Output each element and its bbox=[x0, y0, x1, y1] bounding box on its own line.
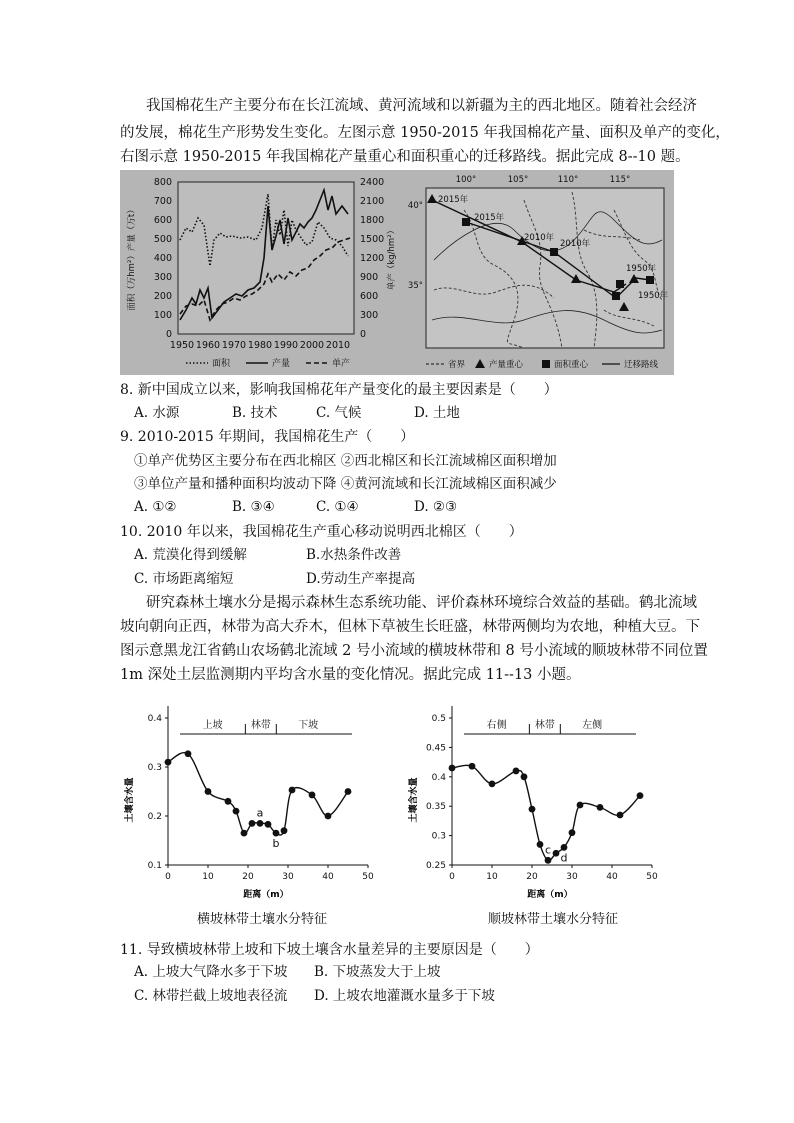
data-point bbox=[577, 802, 584, 809]
area-centroid-marker bbox=[612, 292, 620, 300]
q10-option-d[interactable]: D.劳动生产率提高 bbox=[306, 571, 416, 587]
y-left-tick: 200 bbox=[153, 291, 172, 302]
point-label: b bbox=[272, 837, 280, 851]
data-point bbox=[513, 768, 520, 775]
y-axis-label: 土壤含水量 bbox=[125, 777, 135, 823]
data-point bbox=[325, 813, 332, 820]
x-tick-label: 20 bbox=[242, 872, 254, 882]
y-axis-label: 土壤含水量 bbox=[409, 777, 419, 823]
data-point bbox=[289, 787, 296, 794]
passage2-line-4: 1m 深处土层监测期内平均含水量的变化情况。据此完成 11--13 小题。 bbox=[120, 667, 581, 683]
y-right-tick: 600 bbox=[360, 291, 379, 302]
q8-option-b[interactable]: B. 技术 bbox=[232, 405, 278, 421]
data-point bbox=[489, 780, 496, 787]
legend-area: 面积 bbox=[212, 359, 231, 369]
y-tick-label: 0.4 bbox=[431, 772, 446, 783]
q8-option-c[interactable]: C. 气候 bbox=[316, 405, 362, 421]
y-left-label: 面积（万hm²）产量（万t） bbox=[127, 205, 137, 311]
zone-label: 上坡 bbox=[202, 720, 223, 731]
y-right-tick: 900 bbox=[360, 272, 379, 283]
y-right-tick: 2400 bbox=[360, 177, 385, 188]
passage1-line-2: 的发展，棉花生产形势发生变化。左图示意 1950-2015 年我国棉花产量、面积及单产的变化， bbox=[120, 125, 730, 141]
x-tick-label: 0 bbox=[165, 872, 171, 882]
data-point bbox=[233, 808, 240, 815]
data-point bbox=[545, 857, 552, 864]
q8-option-a[interactable]: A. 水源 bbox=[134, 405, 180, 421]
x-tick-label: 10 bbox=[486, 872, 498, 882]
q11-stem: 11. 导致横坡林带上坡和下坡土壤含水量差异的主要原因是（ ） bbox=[120, 942, 539, 958]
zone-label: 左侧 bbox=[582, 720, 603, 731]
x-tick-label: 30 bbox=[282, 872, 294, 882]
y-left-tick: 600 bbox=[153, 215, 172, 226]
data-point bbox=[469, 763, 476, 770]
chart-caption-cross-slope: 横坡林带土壤水分特征 bbox=[197, 912, 328, 927]
year-label: 1950年 bbox=[638, 291, 669, 301]
y-tick-label: 0.4 bbox=[147, 714, 162, 724]
x-tick: 2000 bbox=[299, 340, 325, 351]
area-centroid-marker bbox=[550, 248, 558, 256]
y-left-tick: 300 bbox=[153, 272, 172, 283]
x-axis-label: 距离（m） bbox=[527, 890, 573, 900]
lat-tick: 35° bbox=[407, 281, 423, 291]
data-point bbox=[617, 812, 624, 819]
q9-option-b[interactable]: B. ③④ bbox=[232, 499, 275, 515]
q9-option-d[interactable]: D. ②③ bbox=[414, 499, 458, 515]
q8-stem: 8. 新中国成立以来，影响我国棉花年产量变化的最主要因素是（ ） bbox=[120, 382, 558, 398]
y-right-tick: 1800 bbox=[360, 215, 385, 226]
data-point bbox=[345, 788, 352, 795]
year-label: 2015年 bbox=[438, 195, 469, 205]
q10-stem: 10. 2010 年以来，我国棉花生产重心移动说明西北棉区（ ） bbox=[120, 524, 523, 540]
x-tick: 2010 bbox=[325, 340, 351, 351]
legend-route: 迁移路线 bbox=[624, 360, 659, 370]
lon-tick: 115° bbox=[609, 175, 631, 185]
legend-production-centroid: 产量重心 bbox=[489, 360, 524, 370]
data-point bbox=[537, 841, 544, 848]
y-tick-label: 0.45 bbox=[425, 743, 446, 754]
q11-option-c[interactable]: C. 林带拦截上坡地表径流 bbox=[134, 988, 288, 1004]
legend-production: 产量 bbox=[272, 359, 291, 369]
q10-option-b[interactable]: B.水热条件改善 bbox=[306, 547, 402, 563]
data-point bbox=[561, 844, 568, 851]
data-point bbox=[265, 821, 272, 828]
x-tick: 1980 bbox=[247, 340, 273, 351]
x-tick-label: 0 bbox=[449, 872, 455, 882]
year-label: 1950年 bbox=[626, 264, 657, 274]
x-tick-label: 20 bbox=[526, 872, 538, 882]
zone-label: 林带 bbox=[250, 720, 271, 731]
area-centroid-marker bbox=[646, 276, 654, 284]
lon-tick: 105° bbox=[507, 175, 529, 185]
data-point bbox=[273, 830, 280, 837]
y-right-tick: 1500 bbox=[360, 234, 385, 245]
y-left-tick: 500 bbox=[153, 234, 172, 245]
y-tick-label: 0.25 bbox=[425, 861, 446, 871]
year-label: 2010年 bbox=[524, 233, 555, 243]
x-tick: 1960 bbox=[195, 340, 221, 351]
point-label: c bbox=[544, 843, 552, 857]
q9-stem: 9. 2010-2015 年期间，我国棉花生产（ ） bbox=[120, 429, 415, 445]
cotton-production-figure bbox=[120, 170, 404, 375]
y-tick-label: 0.1 bbox=[147, 861, 162, 871]
x-tick-label: 30 bbox=[566, 872, 578, 882]
y-tick-label: 0.3 bbox=[147, 763, 162, 773]
data-point bbox=[205, 788, 212, 795]
y-right-tick: 0 bbox=[360, 329, 367, 340]
y-tick-label: 0.5 bbox=[431, 714, 446, 724]
x-tick-label: 50 bbox=[646, 872, 658, 882]
data-point bbox=[597, 804, 604, 811]
q9-item-line-2: ③单位产量和播种面积均波动下降 ④黄河流域和长江流域棉区面积减少 bbox=[134, 476, 557, 492]
point-label: a bbox=[256, 806, 264, 820]
y-tick-label: 0.2 bbox=[147, 812, 162, 822]
data-point bbox=[241, 830, 248, 837]
year-label: 2015年 bbox=[474, 213, 505, 223]
x-tick-label: 40 bbox=[606, 872, 618, 882]
data-point bbox=[637, 792, 644, 799]
data-point bbox=[257, 820, 264, 827]
year-label: 2010年 bbox=[560, 239, 591, 249]
zone-label: 右侧 bbox=[486, 720, 507, 731]
point-label: d bbox=[560, 851, 568, 865]
lon-tick: 100° bbox=[455, 175, 477, 185]
q9-option-c[interactable]: C. ①④ bbox=[316, 499, 359, 515]
legend-area-centroid: 面积重心 bbox=[554, 360, 589, 370]
data-point bbox=[521, 773, 528, 780]
data-point bbox=[569, 829, 576, 836]
passage2-line-3: 图示意黑龙江省鹤山农场鹤北流域 2 号小流域的横坡林带和 8 号小流域的顺坡林带不同位置 bbox=[120, 643, 708, 659]
area-centroid-marker bbox=[616, 280, 624, 288]
cross-slope-soil-moisture-chart bbox=[120, 690, 390, 905]
q10-option-c[interactable]: C. 市场距离缩短 bbox=[134, 571, 234, 587]
y-left-tick: 800 bbox=[153, 177, 172, 188]
q9-item-line-1: ①单产优势区主要分布在西北棉区 ②西北棉区和长江流域棉区面积增加 bbox=[134, 453, 557, 469]
y-right-tick: 2100 bbox=[360, 196, 385, 207]
y-right-tick: 1200 bbox=[360, 253, 385, 264]
x-tick-label: 40 bbox=[322, 872, 334, 882]
zone-label: 下坡 bbox=[298, 720, 319, 731]
data-point bbox=[529, 806, 536, 813]
data-point bbox=[225, 798, 232, 805]
x-tick: 1950 bbox=[169, 340, 195, 351]
passage1-line-3: 右图示意 1950-2015 年我国棉花产量重心和面积重心的迁移路线。据此完成 8--10 题。 bbox=[120, 149, 690, 165]
y-left-tick: 400 bbox=[153, 253, 172, 264]
y-tick-label: 0.3 bbox=[431, 831, 446, 842]
passage2-line-1: 研究森林土壤水分是揭示森林生态系统功能、评价森林环境综合效益的基础。鹤北流域 bbox=[146, 595, 697, 611]
q11-option-b[interactable]: B. 下坡蒸发大于上坡 bbox=[314, 964, 441, 980]
y-left-tick: 100 bbox=[153, 310, 172, 321]
x-tick-label: 10 bbox=[202, 872, 214, 882]
y-tick-label: 0.35 bbox=[425, 802, 446, 813]
x-tick-label: 50 bbox=[362, 872, 374, 882]
data-point bbox=[449, 765, 456, 772]
y-right-tick: 300 bbox=[360, 310, 379, 321]
x-axis-label: 距离（m） bbox=[243, 890, 289, 900]
x-tick: 1970 bbox=[221, 340, 247, 351]
area-centroid-marker bbox=[462, 218, 470, 226]
centroid-migration-map bbox=[404, 170, 674, 375]
q8-option-d[interactable]: D. 土地 bbox=[414, 405, 460, 421]
legend-yield: 单产 bbox=[332, 359, 351, 369]
chart-caption-along-slope: 顺坡林带土壤水分特征 bbox=[488, 912, 619, 927]
data-point bbox=[165, 759, 172, 766]
y-left-tick: 700 bbox=[153, 196, 172, 207]
zone-label: 林带 bbox=[534, 720, 555, 731]
q11-option-a[interactable]: A. 上坡大气降水多于下坡 bbox=[134, 964, 288, 980]
data-point bbox=[553, 850, 560, 857]
legend-border: 省界 bbox=[448, 360, 466, 370]
lat-tick: 40° bbox=[407, 201, 423, 211]
along-slope-soil-moisture-chart bbox=[404, 690, 674, 905]
y-right-label: 单产（kg/hm²） bbox=[387, 225, 397, 291]
y-left-tick: 0 bbox=[165, 329, 172, 340]
q10-option-a[interactable]: A. 荒漠化得到缓解 bbox=[134, 547, 247, 563]
q9-option-a[interactable]: A. ①② bbox=[134, 499, 177, 515]
passage2-line-2: 坡向朝向正西，林带为高大乔木，但林下草被生长旺盛，林带两侧均为农地，种植大豆。下 bbox=[120, 619, 700, 635]
data-point bbox=[309, 792, 316, 799]
x-tick: 1990 bbox=[273, 340, 299, 351]
data-point bbox=[185, 750, 192, 757]
q11-option-d[interactable]: D. 上坡农地灌溉水量多于下坡 bbox=[314, 988, 495, 1004]
data-point bbox=[249, 820, 256, 827]
lon-tick: 110° bbox=[557, 175, 579, 185]
passage1-line-1: 我国棉花生产主要分布在长江流域、黄河流域和以新疆为主的西北地区。随着社会经济 bbox=[146, 98, 697, 114]
data-point bbox=[281, 827, 288, 834]
